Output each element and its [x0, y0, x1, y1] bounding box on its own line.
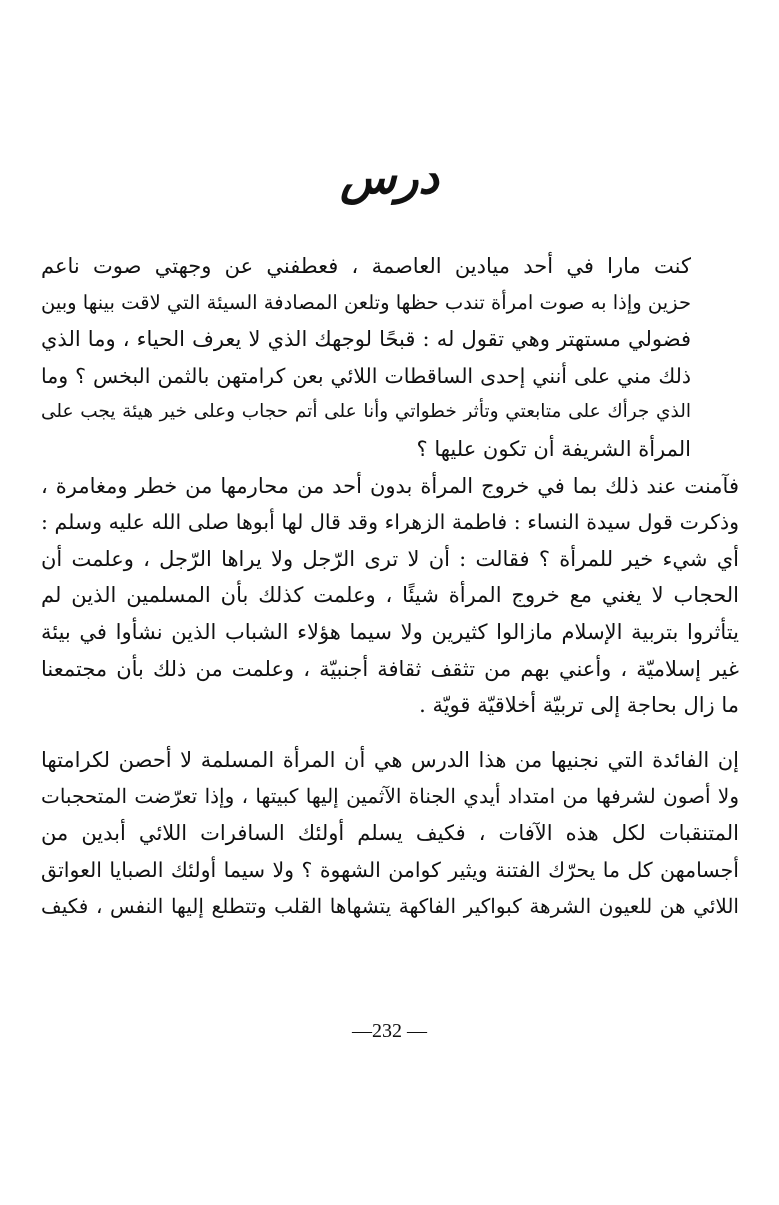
text-line: إن الفائدة التي نجنيها من هذا الدرس هي أن المرأة المسلمة لا أحصن لكرامتها: [41, 747, 739, 772]
text-line: وذكرت قول سيدة النساء : فاطمة الزهراء وقد قال لها أبوها صلى الله عليه وسلم :: [41, 510, 739, 535]
paragraph-1: [41, 248, 739, 468]
text-line: كنت مارا في أحد ميادين العاصمة ، فعطفني عن وجهتي صوت ناعم: [41, 254, 691, 278]
text-line: الذي جرأك على متابعتي وتأثر خطواتي وأنا على أتم حجاب وعلى خير هيئة يجب على: [41, 401, 691, 423]
text-line: أجسامهن كل ما يحرّك الفتنة ويثير كوامن الشهوة ؟ ولا سيما أولئك الصبايا العواتق: [41, 857, 739, 882]
text-line: الحجاب لا يغني مع خروج المرأة شيئًا ، وعلمت كذلك بأن المسلمين الذين لم: [41, 583, 739, 608]
paragraph-3: [41, 742, 739, 925]
body-text: [41, 248, 739, 925]
text-line: حزين وإذا به صوت امرأة تندب حظها وتلعن المصادفة السيئة التي لاقت بينها وبين: [41, 290, 691, 314]
text-line: فآمنت عند ذلك بما في خروج المرأة بدون أحد من محارمها من خطر ومغامرة ،: [41, 473, 739, 498]
page-title: درس: [340, 150, 439, 204]
text-line: ذلك مني على أنني إحدى الساقطات اللائي بعن كرامتهن بالثمن البخس ؟ وما: [41, 363, 691, 388]
text-line: المرأة الشريفة أن تكون عليها ؟: [416, 436, 691, 461]
page-number: —232 —: [352, 1020, 427, 1042]
text-line: المتنقبات لكل هذه الآفات ، فكيف يسلم أولئك السافرات اللائي أبدين من: [41, 820, 739, 845]
text-line: فضولي مستهتر وهي تقول له : قبحًا لوجهك الذي لا يعرف الحياء ، وما الذي: [41, 327, 691, 352]
text-line: ولا أصون لشرفها من امتداد أيدي الجناة الآثمين إليها كبيتها ، وإذا تعرّضت المتحجبات: [41, 784, 740, 809]
text-line: اللائي هن للعيون الشرهة كبواكير الفاكهة يتشهاها القلب وتتطلع إليها النفس ، فكيف: [41, 894, 739, 919]
text-line: يتأثروا بتربية الإسلام مازالوا كثيرين ولا سيما هؤلاء الشباب الذين نشأوا في بيئة: [41, 619, 739, 644]
text-line: ما زال بحاجة إلى تربيّة أخلاقيّة قويّة .: [419, 693, 739, 718]
text-line: غير إسلاميّة ، وأعني بهم من تثقف ثقافة أجنبيّة ، وعلمت من ذلك بأن مجتمعنا: [41, 656, 739, 681]
paragraph-2: [41, 468, 739, 724]
text-line: أي شيء خير للمرأة ؟ فقالت : أن لا ترى الرّجل ولا يراها الرّجل ، وعلمت أن: [41, 546, 739, 571]
